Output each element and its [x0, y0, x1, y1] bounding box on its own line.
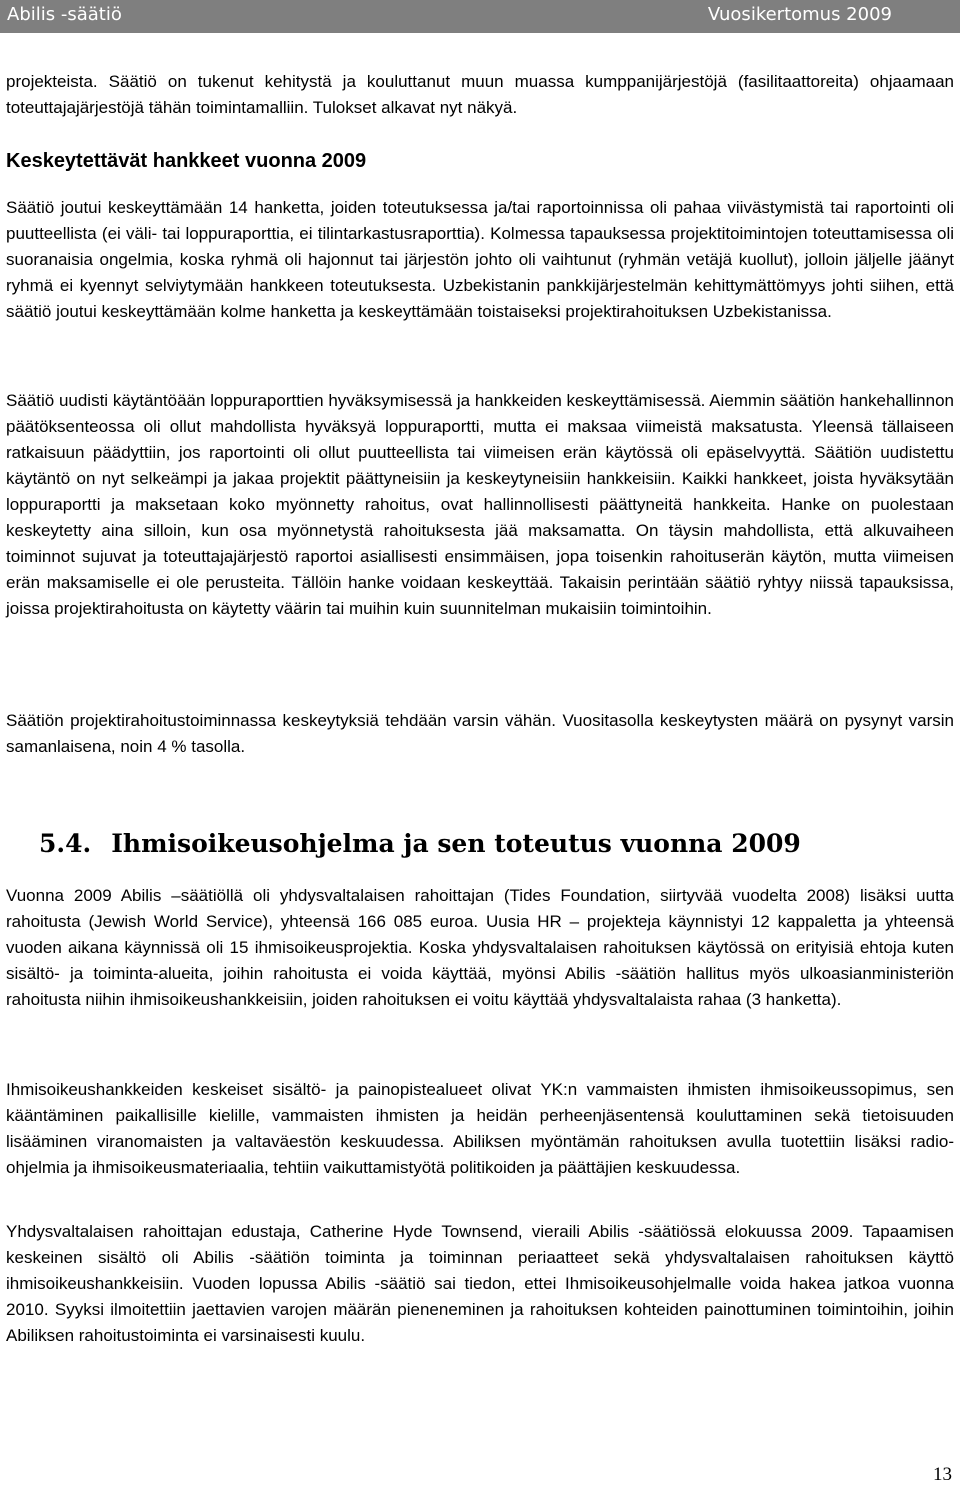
- section-number: 5.4.: [39, 829, 92, 858]
- section-title: Ihmisoikeusohjelma ja sen toteutus vuonna 2009: [111, 829, 801, 858]
- paragraph-funder-visit: Yhdysvaltalaisen rahoittajan edustaja, Catherine Hyde Townsend, vieraili Abilis -säätiössä elokuussa 2009. Tapaamisen keskeinen sisältö oli Abilis -säätiön toiminta ja toiminnan periaatteet sekä yhdysvaltalaisen rahoituksen käyttö ihmisoikeushankkeisiin. Vuoden lopussa Abilis -säätiö sai tiedon, ettei Ihmisoikeusohjelmalle voida hakea jatkoa vuonna 2010. Syyksi ilmoitettiin jaettavien varojen määrän pieneneminen ja rahoituksen kohteiden painottuminen toimintoihin, joihin Abiliksen rahoitustoiminta ei varsinaisesti kuulu.: [6, 1222, 954, 1345]
- header-report-title: Vuosikertomus 2009: [707, 4, 892, 25]
- paragraph-suspension-rate: Säätiön projektirahoitustoiminnassa keskeytyksiä tehdään varsin vähän. Vuositasolla keskeytysten määrä on pysynyt varsin samanlaisena, noin 4 % tasolla.: [6, 711, 954, 756]
- page-number: 13: [933, 1464, 952, 1485]
- header-organization: Abilis -säätiö: [7, 4, 122, 25]
- paragraph-hr-focus-areas: Ihmisoikeushankkeiden keskeiset sisältö- ja painopistealueet olivat YK:n vammaisten ihmisten ihmisoikeussopimus, sen kääntäminen paikallisille kielille, vammaisten ihmisten ja heidän perheenjäsentensä kouluttaminen sekä tietoisuuden lisääminen viranomaisten ja valtaväestön keskuudessa. Abiliksen myöntämän rahoituksen avulla tuotettiin lisäksi radio-ohjelmia ja ihmisoikeusmateriaalia, tehtiin vaikuttamistyötä politikoiden ja päättäjien keskuudessa.: [6, 1080, 954, 1177]
- page-header: [0, 0, 960, 33]
- section-heading-human-rights: [39, 826, 801, 862]
- section-heading-suspended-projects: Keskeytettävät hankkeet vuonna 2009: [6, 150, 367, 172]
- paragraph-policy-update: Säätiö uudisti käytäntöään loppuraporttien hyväksymisessä ja hankkeiden keskeyttämisessä. Aiemmin säätiön hankehallinnon päätöksenteossa oli ollut mahdollista hyväksyä loppuraportti, mutta ei maksaa viimeistä maksatusta. Yleensä tällaiseen ratkaisuun päädyttiin, jos raportointi oli ollut puutteellista tai viimeisen erän käytössä oli epäselvyyttä. Säätiön uudistettu käytäntö on nyt selkeämpi ja jakaa projektit päättyneisiin ja keskeytyneisiin hankkeisiin. Kaikki hankkeet, joista hyväksytään loppuraportti ja maksetaan koko myönnetty rahoitus, ovat hallinnollisesti päättyneitä hankkeita. Hanke on puolestaan keskeytetty aina silloin, kun osa myönnetystä rahoituksesta jää maksamatta. On täysin mahdollista, että alkuvaiheen toiminnot sujuvat ja toteuttajajärjestö raportoi asiallisesti ensimmäisen, jopa toisenkin rahoituserän käytön, mutta viimeisen erän maksamiselle ei ole perusteita. Tällöin hanke voidaan keskeyttää. Takaisin perintään säätiö ryhtyy niissä tapauksissa, joissa projektirahoitusta on käytetty väärin tai muihin kuin suunnitelman mukaisiin toimintoihin.: [6, 391, 954, 618]
- paragraph-hr-funding: Vuonna 2009 Abilis –säätiöllä oli yhdysvaltalaisen rahoittajan (Tides Foundation, siirtyvää vuodelta 2008) lisäksi uutta rahoitusta (Jewish World Service), yhteensä 166 085 euroa. Uusia HR – projekteja käynnistyi 12 kappaletta ja yhteensä vuoden aikana käynnissä oli 15 ihmisoikeusprojektia. Koska yhdysvaltalaisen rahoituksen käytössä on erityisiä ehtoja kuten sisältö- ja toiminta-alueita, joihin rahoitusta ei voida käyttää, myönsi Abilis -säätiön hallitus myös ulkoasianministeriön rahoitusta niihin ihmisoikeushankkeisiin, joiden rahoituksen ei voitu käyttää yhdysvaltalaista rahaa (3 hanketta).: [6, 886, 954, 1009]
- paragraph-suspensions: Säätiö joutui keskeyttämään 14 hanketta, joiden toteutuksessa ja/tai raportoinnissa oli pahaa viivästymistä tai raportointi oli puutteellista (ei väli- tai loppuraporttia, ei tilintarkastusraporttia). Kolmessa tapauksessa projektitoimintojen toteuttamisessa oli suoranaisia ongelmia, koska ryhmä oli hajonnut tai järjestön johto oli vaihtunut (ryhmän vetäjä kuollut), jolloin jäljelle jäänyt ryhmä ei kyennyt selviytymään hankkeen toteutuksesta. Uzbekistanin pankkijärjestelmän kehittymättömyys johti siihen, että säätiö joutui keskeyttämään kolme hanketta ja keskeyttämään toistaiseksi projektirahoituksen Uzbekistanissa.: [6, 198, 954, 321]
- paragraph-intro: projekteista. Säätiö on tukenut kehitystä ja kouluttanut muun muassa kumppanijärjestöjä (fasilitaattoreita) ohjaamaan toteuttajajärjestöjä tähän toimintamalliin. Tulokset alkavat nyt näkyä.: [6, 72, 954, 117]
